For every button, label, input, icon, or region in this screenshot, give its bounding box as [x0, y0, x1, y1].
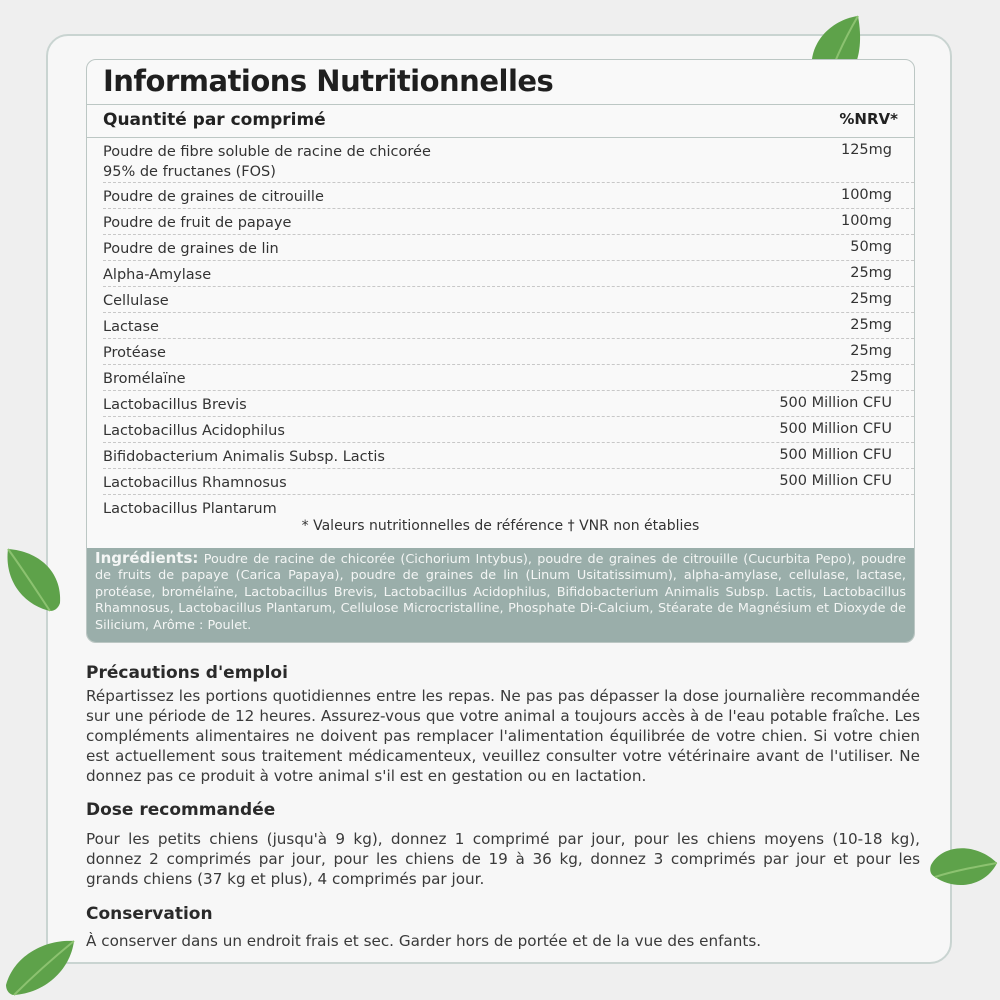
table-row [103, 469, 914, 495]
ingredient-name: Lactobacillus Brevis [103, 397, 247, 413]
ingredient-amount: 100mg [840, 213, 892, 229]
ingredient-amount: 25mg [850, 343, 892, 359]
ingredient-amount: 125mg [840, 142, 892, 158]
nutrition-footnote: * Valeurs nutritionnelles de référence † VNR non établies [301, 518, 700, 534]
precautions-text: Répartissez les portions quotidiennes entre les repas. Ne pas pas dépasser la dose journalière recommandée sur une période de 12 heures. Assurez-vous que votre animal a toujours accès à de l'eau potable fraîche. Les compléments alimentaires ne doivent pas remplacer l'alimentation équilibrée de votre chien. Si votre chien est actuellement sous traitement médicamenteux, veuillez consulter votre vétérinaire avant de l'utiliser. Ne donnez pas ce produit à votre animal s'il est en gestation ou en lactation. [86, 687, 920, 785]
table-row [103, 313, 914, 339]
table-row [103, 183, 914, 209]
ingredient-amount: 25mg [850, 317, 892, 333]
ingredient-amount: 500 Million CFU [779, 473, 892, 489]
table-row [103, 138, 914, 183]
conservation-text: À conserver dans un endroit frais et sec. Garder hors de portée et de la vue des enfants. [86, 932, 762, 950]
ingredient-name: Protéase [103, 345, 166, 361]
ingredient-name: Alpha-Amylase [103, 267, 212, 283]
ingredient-name: Lactase [103, 319, 159, 335]
ingredient-name: Lactobacillus Plantarum [103, 501, 277, 517]
leaf-icon [2, 545, 66, 615]
table-row [103, 443, 914, 469]
nutrition-title: Informations Nutritionnelles [103, 64, 554, 98]
nrv-header: %NRV* [839, 110, 898, 128]
ingredients-text: Poudre de racine de chicorée (Cichorium Intybus), poudre de graines de citrouille (Cucurbita Pepo), poudre de fruits de papaye (Carica Papaya), poudre de graines de lin (Linum Usitatissimum), alpha-amylase, cellulase, lactase, protéase, bromélaïne, Lactobacillus Brevis, Lactobacillus Acidophilus, Bifidobacterium Animalis Subsp. Lactis, Lactobacillus Rhamnosus, Lactobacillus Plantarum, Cellulose Microcristalline, Phosphate Di-Calcium, Stéarate de Magnésium et Dioxyde de Silicium, Arôme : Poulet. [95, 552, 907, 633]
dose-text: Pour les petits chiens (jusqu'à 9 kg), donnez 1 comprimé par jour, pour les chiens moyens (10-18 kg), donnez 2 comprimés par jour, pour les chiens de 19 à 36 kg, donnez 3 comprimés par jour et pour les grands chiens (37 kg et plus), 4 comprimés par jour. [86, 830, 920, 888]
ingredients-label: Ingrédients: [95, 549, 199, 567]
nutrition-table [86, 59, 915, 643]
ingredients-box [87, 548, 914, 642]
ingredient-name: Poudre de graines de citrouille [103, 189, 324, 205]
leaf-icon [0, 935, 80, 1000]
ingredient-name: Poudre de fibre soluble de racine de chicorée 95% de fructanes (FOS) [103, 144, 431, 180]
table-row [103, 287, 914, 313]
ingredient-name: Bifidobacterium Animalis Subsp. Lactis [103, 449, 385, 465]
ingredient-amount: 25mg [850, 265, 892, 281]
nutrition-rows [103, 138, 914, 521]
table-row [103, 339, 914, 365]
ingredient-name: Cellulase [103, 293, 169, 309]
ingredient-name: Bromélaïne [103, 371, 186, 387]
ingredient-amount: 25mg [850, 369, 892, 385]
dose-title: Dose recommandée [86, 800, 276, 820]
table-row [103, 417, 914, 443]
ingredient-name: Poudre de graines de lin [103, 241, 279, 257]
nutrition-subheader [87, 104, 914, 138]
ingredient-name: Lactobacillus Acidophilus [103, 423, 285, 439]
ingredient-amount: 500 Million CFU [779, 447, 892, 463]
precautions-title: Précautions d'emploi [86, 663, 288, 683]
ingredient-amount: 25mg [850, 291, 892, 307]
table-row [103, 235, 914, 261]
table-row [103, 391, 914, 417]
quantity-header: Quantité par comprimé [103, 110, 326, 130]
leaf-icon [925, 835, 1000, 915]
conservation-title: Conservation [86, 904, 213, 924]
ingredient-amount: 500 Million CFU [779, 421, 892, 437]
ingredient-name: Lactobacillus Rhamnosus [103, 475, 287, 491]
ingredient-amount: 500 Million CFU [779, 395, 892, 411]
ingredient-amount: 100mg [840, 187, 892, 203]
ingredient-name: Poudre de fruit de papaye [103, 215, 292, 231]
table-row [103, 261, 914, 287]
ingredient-amount: 50mg [850, 239, 892, 255]
table-row [103, 365, 914, 391]
table-row [103, 209, 914, 235]
